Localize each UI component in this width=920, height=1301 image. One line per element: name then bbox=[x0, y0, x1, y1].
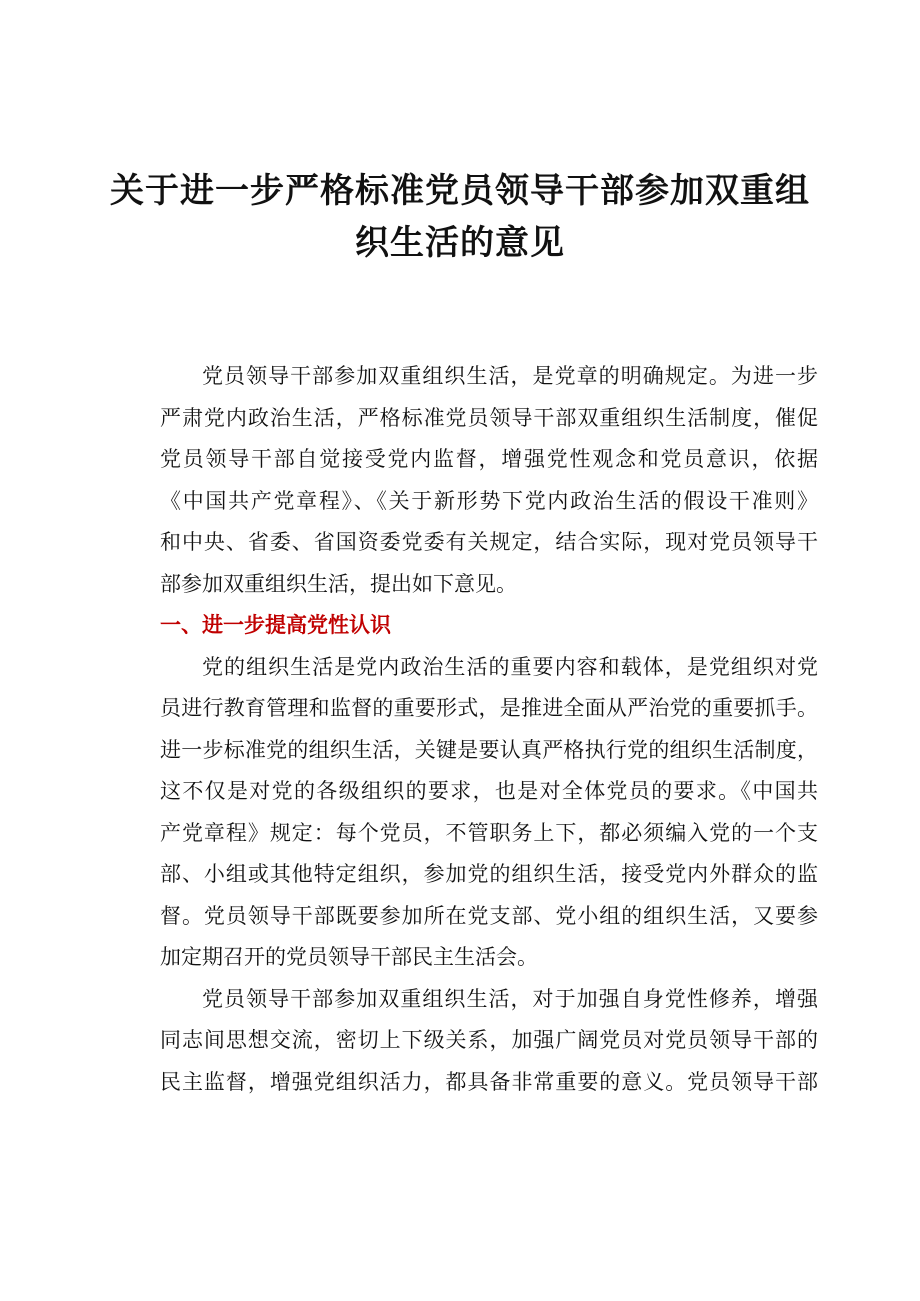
paragraph-line: 部、小组或其他特定组织，参加党的组织生活，接受党内外群众的监 bbox=[160, 862, 818, 886]
section-heading: 一、进一步提高党性认识 bbox=[160, 613, 391, 637]
paragraph-line: 员进行教育管理和监督的重要形式，是推进全面从严治党的重要抓手。 bbox=[160, 696, 818, 720]
title-line-1: 关于进一步严格标准党员领导干部参加双重组 bbox=[110, 171, 810, 211]
paragraph-line: 督。党员领导干部既要参加所在党支部、党小组的组织生活，又要参 bbox=[160, 903, 818, 928]
document-title bbox=[100, 165, 820, 269]
paragraph-line: 党员领导干部自觉接受党内监督，增强党性观念和党员意识，依据 bbox=[160, 447, 818, 471]
paragraph-line: 进一步标准党的组织生活，关键是要认真严格执行党的组织生活制度， bbox=[160, 737, 818, 762]
paragraph-line: 和中央、省委、省国资委党委有关规定，结合实际，现对党员领导干 bbox=[160, 530, 818, 554]
body-paragraph-1 bbox=[118, 647, 818, 979]
paragraph-line: 严肃党内政治生活，严格标准党员领导干部双重组织生活制度，催促 bbox=[160, 405, 818, 430]
paragraph-line: 加定期召开的党员领导干部民主生活会。 bbox=[160, 945, 538, 969]
paragraph-line: 同志间思想交流，密切上下级关系，加强广阔党员对党员领导干部的 bbox=[160, 1028, 818, 1052]
body-paragraph-2 bbox=[118, 979, 818, 1104]
paragraph-line: 这不仅是对党的各级组织的要求，也是对全体党员的要求。《中国共 bbox=[160, 779, 818, 803]
paragraph-line: 党的组织生活是党内政治生活的重要内容和载体，是党组织对党 bbox=[202, 654, 818, 679]
paragraph-line: 《中国共产党章程》、《关于新形势下党内政治生活的假设干准则》 bbox=[160, 488, 818, 513]
paragraph-line: 民主监督，增强党组织活力，都具备非常重要的意义。党员领导干部 bbox=[160, 1069, 818, 1094]
title-line-2: 织生活的意见 bbox=[355, 223, 565, 263]
paragraph-line: 党员领导干部参加双重组织生活，对于加强自身党性修养，增强 bbox=[202, 986, 818, 1011]
document-body bbox=[118, 356, 818, 1103]
intro-paragraph bbox=[118, 356, 818, 605]
paragraph-line: 部参加双重组织生活，提出如下意见。 bbox=[160, 571, 517, 596]
paragraph-line: 产党章程》规定：每个党员，不管职务上下，都必须编入党的一个支 bbox=[160, 820, 818, 845]
paragraph-line: 党员领导干部参加双重组织生活，是党章的明确规定。为进一步 bbox=[202, 364, 818, 388]
